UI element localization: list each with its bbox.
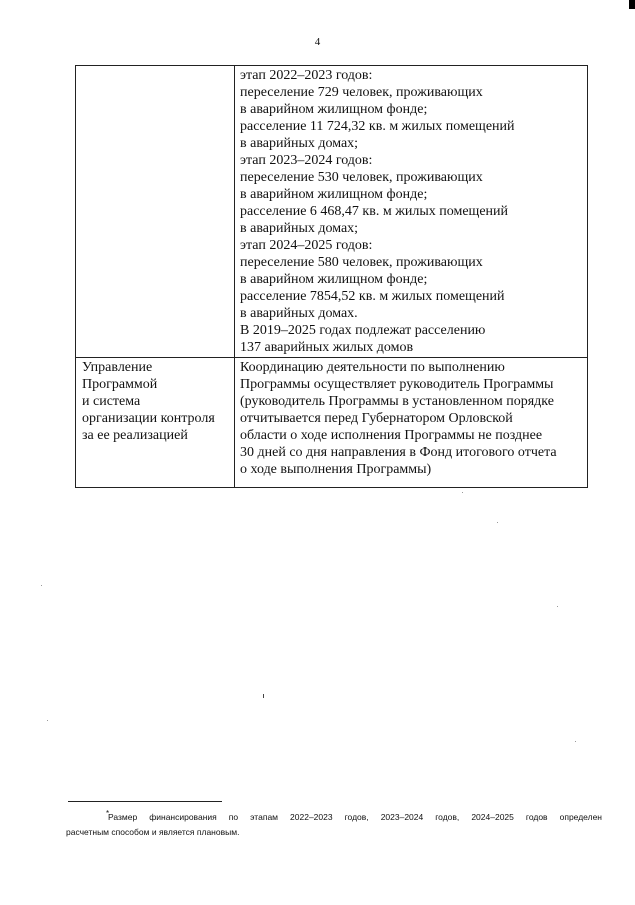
management-label-line: и система [82,394,141,409]
management-label-block [76,358,234,444]
stages-text-line: в аварийном жилищном фонде; [240,102,428,117]
stages-text-line: расселение 11 724,32 кв. м жилых помещений [240,119,515,134]
management-text-line: отчитывается перед Губернатором Орловской [240,411,513,426]
footnote-divider [68,801,222,802]
table-row-management [76,358,588,488]
scan-speck [575,741,576,742]
program-passport-table [75,65,588,488]
footnote-marker: * [106,809,110,818]
management-label-line: Программой [82,377,158,392]
scan-speck [41,585,42,586]
footnote-line-2: расчетным способом и является плановым. [66,827,240,837]
stages-text-line: расселение 7854,52 кв. м жилых помещений [240,289,505,304]
management-text-line: о ходе выполнения Программы) [240,462,432,477]
management-text-line: 30 дней со дня направления в Фонд итогового отчета [240,445,557,460]
scan-speck [497,522,498,523]
scan-corner-mark [629,0,635,9]
stages-text-line: расселение 6 468,47 кв. м жилых помещений [240,204,509,219]
stages-text-block [235,66,587,356]
footnote [66,810,602,840]
management-text-line: области о ходе исполнения Программы не позднее [240,428,543,443]
stages-text-line: в аварийных домах; [240,221,359,236]
table-cell-stages-text [235,66,588,358]
management-text-line: Координацию деятельности по выполнению [240,360,505,375]
stages-text-line: в аварийных домах; [240,136,359,151]
scan-speck [557,606,558,607]
table-cell-management-text [235,358,588,488]
stages-text-line: переселение 729 человек, проживающих [240,85,483,100]
stages-text-line: 137 аварийных жилых домов [240,340,414,355]
scan-speck [263,694,264,698]
scan-speck [47,720,48,721]
stages-text-line: в аварийных домах. [240,306,358,321]
table-row-stages [76,66,588,358]
stages-text-line: в аварийном жилищном фонде; [240,272,428,287]
table-cell-management-label [76,358,235,488]
scan-speck [462,492,463,493]
management-label-line: организации контроля [82,411,215,426]
stages-text-line: В 2019–2025 годах подлежат расселению [240,323,486,338]
page-number: 4 [314,36,321,48]
stages-text-line: этап 2024–2025 годов: [240,238,373,253]
table-cell-left-empty [76,66,235,358]
stages-text-line: переселение 580 человек, проживающих [240,255,483,270]
management-text-line: (руководитель Программы в установленном порядке [240,394,554,409]
stages-text-line: этап 2022–2023 годов: [240,68,373,83]
stages-text-line: в аварийном жилищном фонде; [240,187,428,202]
management-text-line: Программы осуществляет руководитель Программы [240,377,554,392]
management-label-line: за ее реализацией [82,428,188,443]
footnote-line-1: Размер финансирования по этапам 2022–2023 годов, 2023–2024 годов, 2024–2025 годов определен [108,812,602,822]
stages-text-line: этап 2023–2024 годов: [240,153,373,168]
table-cell-left-text [76,66,234,67]
management-label-line: Управление [82,360,153,375]
stages-text-line: переселение 530 человек, проживающих [240,170,483,185]
management-text-block [235,358,587,478]
